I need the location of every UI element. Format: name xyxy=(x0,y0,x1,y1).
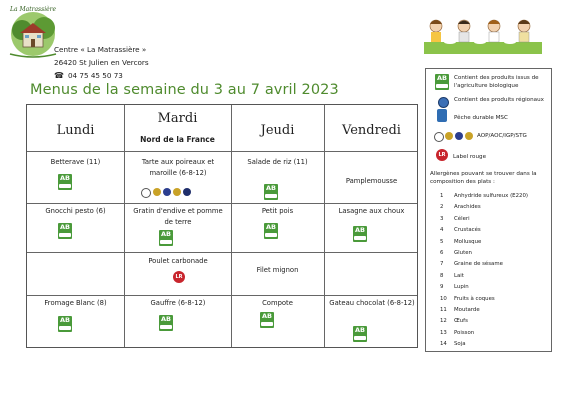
allergen-item: Crustacés xyxy=(454,227,481,234)
logo-text: La Matrassière xyxy=(10,6,57,13)
allergen-item: Graine de sésame xyxy=(454,261,503,268)
allergen-number: 13 xyxy=(440,329,447,336)
day-header-mardi: Mardi xyxy=(157,111,198,126)
label-rouge-icon: LR xyxy=(436,149,448,161)
msc-fish-icon xyxy=(141,188,151,198)
legend-allergen-intro: Allergènes pouvant se trouver dans la composition des plats : xyxy=(430,171,537,185)
bio-ab-icon: AB xyxy=(264,184,278,200)
legend-box xyxy=(425,68,552,352)
column-divider xyxy=(324,105,325,347)
center-info xyxy=(54,43,149,82)
allergen-number: 14 xyxy=(440,341,447,348)
legend-bio: Contient des produits issus de l'agriculture biologique xyxy=(454,75,539,89)
bio-ab-icon: AB xyxy=(353,226,367,242)
dish-vendredi-dessert: Gateau chocolat (6-8-12) xyxy=(329,299,415,307)
allergen-item: Arachides xyxy=(454,204,481,211)
dish-lundi-dessert: Fromage Blanc (8) xyxy=(44,299,107,307)
bio-ab-icon: AB xyxy=(58,174,72,190)
allergen-number: 8 xyxy=(440,272,444,279)
dish-mardi-dessert: Gauffre (6-8-12) xyxy=(150,299,206,307)
allergen-item: Moutarde xyxy=(454,307,480,313)
dish-lundi-plat: Gnocchi pesto (6) xyxy=(45,207,106,215)
msc-icon xyxy=(437,109,447,122)
bio-ab-icon: AB xyxy=(159,230,173,246)
allergen-item: Poisson xyxy=(454,329,475,336)
dish-mardi-viande: Poulet carbonade xyxy=(148,257,208,265)
bio-ab-icon: AB xyxy=(260,312,274,328)
dish-vendredi-entree: Pamplemousse xyxy=(345,177,398,185)
regional-product-icon xyxy=(438,97,449,108)
allergen-number: 5 xyxy=(440,238,444,245)
menu-table xyxy=(26,104,418,348)
allergen-item: Mollusque xyxy=(454,238,482,245)
center-phone: 04 75 45 50 73 xyxy=(67,71,123,80)
dish-mardi-plat: Gratin d'endive et pomme de terre xyxy=(133,207,223,226)
allergen-number: 11 xyxy=(440,307,447,313)
center-name: Centre « La Matrassière » xyxy=(54,45,147,54)
stg-seal-icon xyxy=(183,188,191,196)
page-title: Menus de la semaine du 3 au 7 avril 2023 xyxy=(30,82,339,98)
allergen-item: Lait xyxy=(454,272,464,279)
legend-regional: Contient des produits régionaux xyxy=(454,97,544,103)
day-header-lundi: Lundi xyxy=(56,123,95,138)
row-divider xyxy=(27,295,417,296)
bio-ab-icon: AB xyxy=(159,315,173,331)
regional-labels-icons xyxy=(141,187,211,197)
bio-ab-icon: AB xyxy=(435,74,449,90)
allergen-number: 10 xyxy=(440,295,447,302)
legend-label-rouge: Label rouge xyxy=(453,154,487,160)
aoc-seal-icon xyxy=(173,188,181,196)
allergen-item: Anhydride sulfureux (E220) xyxy=(454,193,528,199)
allergen-number: 12 xyxy=(440,318,447,325)
phone-row xyxy=(54,69,149,82)
aop-seal-icon xyxy=(153,188,161,196)
bio-ab-icon: AB xyxy=(264,223,278,239)
column-divider xyxy=(231,105,232,347)
row-divider xyxy=(27,151,417,152)
dish-vendredi-plat: Lasagne aux choux xyxy=(338,207,405,215)
allergen-item: Lupin xyxy=(454,284,469,291)
dish-lundi-entree: Betterave (11) xyxy=(50,158,101,166)
allergen-number: 2 xyxy=(440,204,444,211)
allergen-number: 1 xyxy=(440,193,444,199)
row-divider xyxy=(27,252,417,253)
day-header-vendredi: Vendredi xyxy=(342,123,401,138)
legend-msc: Pêche durable MSC xyxy=(454,115,508,121)
allergen-item: Céleri xyxy=(454,215,470,222)
dish-jeudi-viande: Filet mignon xyxy=(256,266,299,274)
dish-jeudi-plat: Petit pois xyxy=(261,207,294,215)
label-rouge-icon: LR xyxy=(173,271,185,283)
dish-jeudi-dessert: Compote xyxy=(262,299,293,307)
aop-seal-icon xyxy=(445,132,453,140)
allergen-number: 3 xyxy=(440,215,444,222)
day-subtitle-mardi: Nord de la France xyxy=(140,135,215,144)
allergen-item: Soja xyxy=(454,341,466,348)
phone-icon: ☎ xyxy=(54,70,64,80)
msc-fish-icon xyxy=(434,132,444,142)
dish-mardi-entree: Tarte aux poireaux et maroille (6-8-12) xyxy=(141,158,215,177)
bio-ab-icon: AB xyxy=(58,223,72,239)
day-header-jeudi: Jeudi xyxy=(260,123,295,138)
children-table-illustration xyxy=(422,12,544,60)
allergen-item: Fruits à coques xyxy=(454,295,495,302)
row-divider xyxy=(27,203,417,204)
allergen-number: 9 xyxy=(440,284,444,291)
allergen-item: Gluten xyxy=(454,250,472,256)
allergen-number: 4 xyxy=(440,227,444,234)
allergen-item: Œufs xyxy=(454,318,468,325)
center-address: 26420 St Julien en Vercors xyxy=(54,58,149,67)
bio-ab-icon: AB xyxy=(353,326,367,342)
stg-seal-icon xyxy=(465,132,473,140)
dish-jeudi-entree: Salade de riz (11) xyxy=(247,158,308,166)
allergen-number: 6 xyxy=(440,250,444,256)
allergen-number: 7 xyxy=(440,261,444,268)
legend-aop: AOP/AOC/IGP/STG xyxy=(477,133,527,139)
bio-ab-icon: AB xyxy=(58,316,72,332)
igp-seal-icon xyxy=(455,132,463,140)
igp-seal-icon xyxy=(163,188,171,196)
